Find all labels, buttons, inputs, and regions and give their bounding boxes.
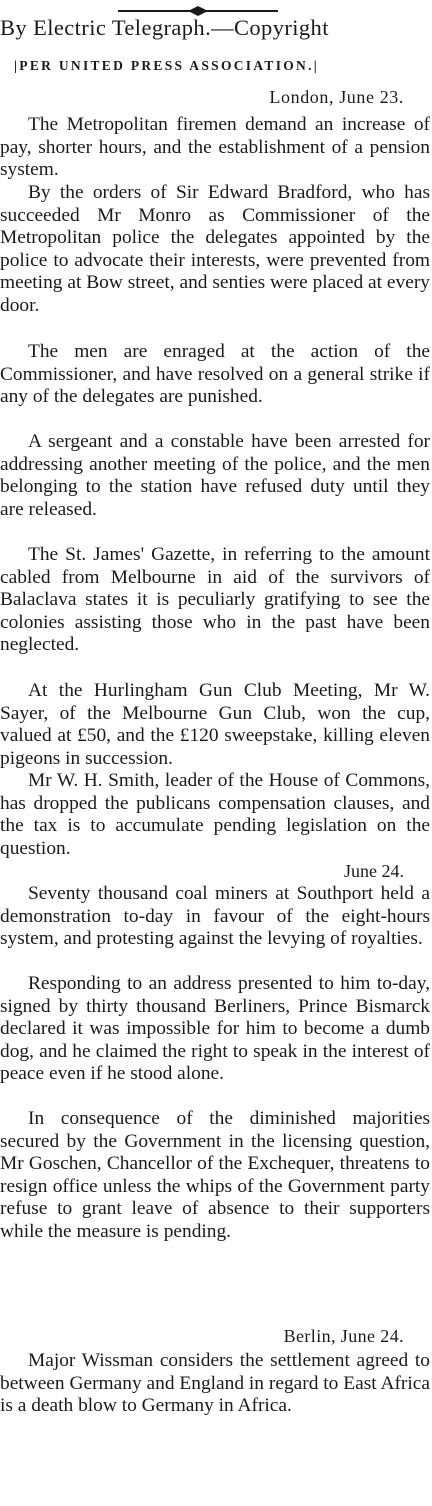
agency-credit: |PER UNITED PRESS ASSOCIATION.|: [14, 58, 320, 73]
article-paragraph: By the orders of Sir Edward Bradford, who has succeeded Mr Monro as Commissioner of the Metropolitan police the delegates appointed by the police to advocate their interests, were prevented from meeting at Bow street, and senties were placed at every door.: [0, 182, 430, 316]
article-paragraph: The St. James' Gazette, in referring to the amount cabled from Melbourne in aid of the survivors of Balaclava states it is peculiarly gratifying to see the colonies assisting those who in the past have been neglected.: [0, 544, 430, 655]
dateline-london: London, June 23.: [269, 87, 404, 107]
article-paragraph: The men are enraged at the action of the Commissioner, and have resolved on a general strike if any of the delegates are punished.: [0, 341, 430, 407]
dateline-berlin: Berlin, June 24.: [283, 1326, 404, 1346]
article-paragraph: Mr W. H. Smith, leader of the House of Commons, has dropped the publicans compensation clauses, and the tax is to accumulate pending legislation on the question.: [0, 770, 430, 859]
article-paragraph: At the Hurlingham Gun Club Meeting, Mr W. Sayer, of the Melbourne Gun Club, won the cup, valued at £50, and the £120 sweepstake, killing eleven pigeons in succession.: [0, 680, 430, 769]
dateline-june-24: June 24.: [344, 861, 404, 881]
article-paragraph: A sergeant and a constable have been arrested for addressing another meeting of the police, and the men belonging to the station have refused duty until they are released.: [0, 431, 430, 520]
article-paragraph: Major Wissman considers the settlement agreed to between Germany and England in regard to East Africa is a death blow to Germany in Africa.: [0, 1350, 430, 1416]
article-paragraph: The Metropolitan firemen demand an increase of pay, shorter hours, and the establishment of a pension system.: [0, 114, 430, 180]
article-paragraph: Responding to an address presented to him to-day, signed by thirty thousand Berliners, Prince Bismarck declared it was impossible for him to become a dumb dog, and he claimed the right to speak in the interest of peace even if he stood alone.: [0, 973, 430, 1084]
article-paragraph: In consequence of the diminished majorities secured by the Government in the licensing question, Mr Goschen, Chancellor of the Exchequer, threatens to resign office unless the whips of the Government party refuse to grant leave of absence to their supporters while the measure is pending.: [0, 1108, 430, 1242]
article-heading: By Electric Telegraph.—Copyright: [0, 15, 329, 40]
article-paragraph: Seventy thousand coal miners at Southport held a demonstration to-day in favour of the eight-hours system, and protesting against the levying of royalties.: [0, 883, 430, 949]
